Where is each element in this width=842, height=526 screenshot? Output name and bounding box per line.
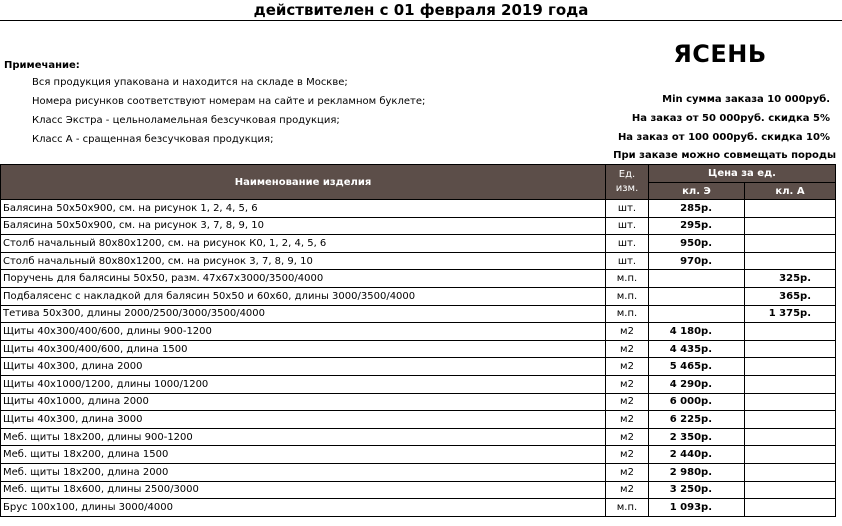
unit-cell: м.п. (606, 499, 649, 517)
price-class-e: 5 465р. (649, 358, 745, 376)
note-item: Класс А - сращенная безсучковая продукция; (32, 134, 274, 145)
unit-cell: м.п. (606, 305, 649, 323)
table-row (1, 393, 836, 411)
product-name: Меб. щиты 18х200, длина 2000 (1, 463, 606, 481)
product-name: Щиты 40х1000/1200, длины 1000/1200 (1, 375, 606, 393)
product-name: Щиты 40х300, длина 3000 (1, 411, 606, 429)
product-name: Щиты 40х1000, длина 2000 (1, 393, 606, 411)
price-class-a (745, 446, 836, 464)
product-name: Меб. щиты 18х600, длины 2500/3000 (1, 481, 606, 499)
price-class-e: 2 980р. (649, 463, 745, 481)
price-class-a (745, 200, 836, 218)
table-row (1, 463, 836, 481)
product-name: Щиты 40х300/400/600, длины 900-1200 (1, 323, 606, 341)
price-class-e: 2 440р. (649, 446, 745, 464)
table-row (1, 200, 836, 218)
product-name: Меб. щиты 18х200, длины 900-1200 (1, 428, 606, 446)
product-name: Столб начальный 80х80х1200, см. на рисунок 3, 7, 8, 9, 10 (1, 252, 606, 270)
notes-heading: Примечание: (4, 60, 80, 71)
price-class-a (745, 235, 836, 253)
col-header-price: Цена за ед. (649, 165, 836, 183)
unit-cell: м2 (606, 340, 649, 358)
table-row (1, 235, 836, 253)
notes-block (4, 58, 425, 149)
price-class-e (649, 287, 745, 305)
unit-cell: шт. (606, 252, 649, 270)
product-name: Меб. щиты 18х200, длина 1500 (1, 446, 606, 464)
note-item: Класс Экстра - цельноламельная безсучковая продукция; (32, 115, 340, 126)
price-class-e: 1 093р. (649, 499, 745, 517)
price-class-e: 4 180р. (649, 323, 745, 341)
price-class-a (745, 428, 836, 446)
wood-type-title: ЯСЕНЬ (673, 40, 767, 68)
col-header-class-e: кл. Э (649, 183, 745, 200)
term-discount-5: На заказ от 50 000руб. скидка 5% (631, 113, 830, 124)
note-item: Вся продукция упакована и находится на складе в Москве; (32, 77, 348, 88)
order-terms (613, 90, 836, 164)
col-header-unit: Ед. изм. (606, 165, 649, 200)
price-class-a (745, 411, 836, 429)
unit-cell: м2 (606, 393, 649, 411)
table-row (1, 305, 836, 323)
price-class-e: 4 435р. (649, 340, 745, 358)
col-header-class-a: кл. А (745, 183, 836, 200)
unit-cell: м2 (606, 411, 649, 429)
product-name: Балясина 50х50х900, см. на рисунок 1, 2, 4, 5, 6 (1, 200, 606, 218)
price-class-a (745, 252, 836, 270)
price-class-e: 4 290р. (649, 375, 745, 393)
unit-cell: м2 (606, 481, 649, 499)
product-name: Балясина 50х50х900, см. на рисунок 3, 7, 8, 9, 10 (1, 217, 606, 235)
price-class-a (745, 375, 836, 393)
price-class-a (745, 217, 836, 235)
price-class-e: 6 225р. (649, 411, 745, 429)
table-row (1, 481, 836, 499)
term-min-order: Min сумма заказа 10 000руб. (662, 94, 830, 105)
product-name: Подбалясенс с накладкой для балясин 50х50 и 60х60, длины 3000/3500/4000 (1, 287, 606, 305)
price-class-e: 970р. (649, 252, 745, 270)
table-row (1, 375, 836, 393)
price-class-a: 325р. (745, 270, 836, 288)
price-class-e: 2 350р. (649, 428, 745, 446)
term-discount-10: На заказ от 100 000руб. скидка 10% (617, 132, 830, 143)
col-header-name: Наименование изделия (1, 165, 606, 200)
product-name: Поручень для балясины 50х50, разм. 47х67х3000/3500/4000 (1, 270, 606, 288)
unit-cell: м.п. (606, 270, 649, 288)
unit-cell: шт. (606, 200, 649, 218)
price-table (0, 164, 836, 517)
note-item: Номера рисунков соответствуют номерам на сайте и рекламном буклете; (32, 96, 426, 107)
product-name: Щиты 40х300/400/600, длина 1500 (1, 340, 606, 358)
price-class-e (649, 305, 745, 323)
product-name: Брус 100х100, длины 3000/4000 (1, 499, 606, 517)
unit-cell: м2 (606, 323, 649, 341)
price-class-a (745, 499, 836, 517)
table-row (1, 499, 836, 517)
unit-cell: м2 (606, 375, 649, 393)
price-class-e: 3 250р. (649, 481, 745, 499)
table-row (1, 323, 836, 341)
price-class-a: 1 375р. (745, 305, 836, 323)
price-class-a (745, 463, 836, 481)
unit-cell: м2 (606, 446, 649, 464)
table-row (1, 411, 836, 429)
unit-cell: м2 (606, 358, 649, 376)
unit-cell: м.п. (606, 287, 649, 305)
price-class-a (745, 358, 836, 376)
table-row (1, 217, 836, 235)
product-name: Щиты 40х300, длина 2000 (1, 358, 606, 376)
page-title: действителен с 01 февраля 2019 года (0, 0, 842, 21)
unit-cell: шт. (606, 217, 649, 235)
product-name: Столб начальный 80х80х1200, см. на рисунок К0, 1, 2, 4, 5, 6 (1, 235, 606, 253)
table-row (1, 287, 836, 305)
unit-cell: шт. (606, 235, 649, 253)
table-row (1, 446, 836, 464)
unit-cell: м2 (606, 428, 649, 446)
price-class-e: 950р. (649, 235, 745, 253)
product-name: Тетива 50х300, длины 2000/2500/3000/3500/4000 (1, 305, 606, 323)
table-row (1, 428, 836, 446)
table-row (1, 252, 836, 270)
table-row (1, 340, 836, 358)
term-combine: При заказе можно совмещать породы (613, 150, 836, 161)
price-class-e (649, 270, 745, 288)
price-class-e: 295р. (649, 217, 745, 235)
price-class-e: 6 000р. (649, 393, 745, 411)
price-class-a (745, 323, 836, 341)
price-class-e: 285р. (649, 200, 745, 218)
price-class-a (745, 340, 836, 358)
table-row (1, 270, 836, 288)
price-class-a (745, 393, 836, 411)
price-class-a: 365р. (745, 287, 836, 305)
price-class-a (745, 481, 836, 499)
table-row (1, 358, 836, 376)
unit-cell: м2 (606, 463, 649, 481)
